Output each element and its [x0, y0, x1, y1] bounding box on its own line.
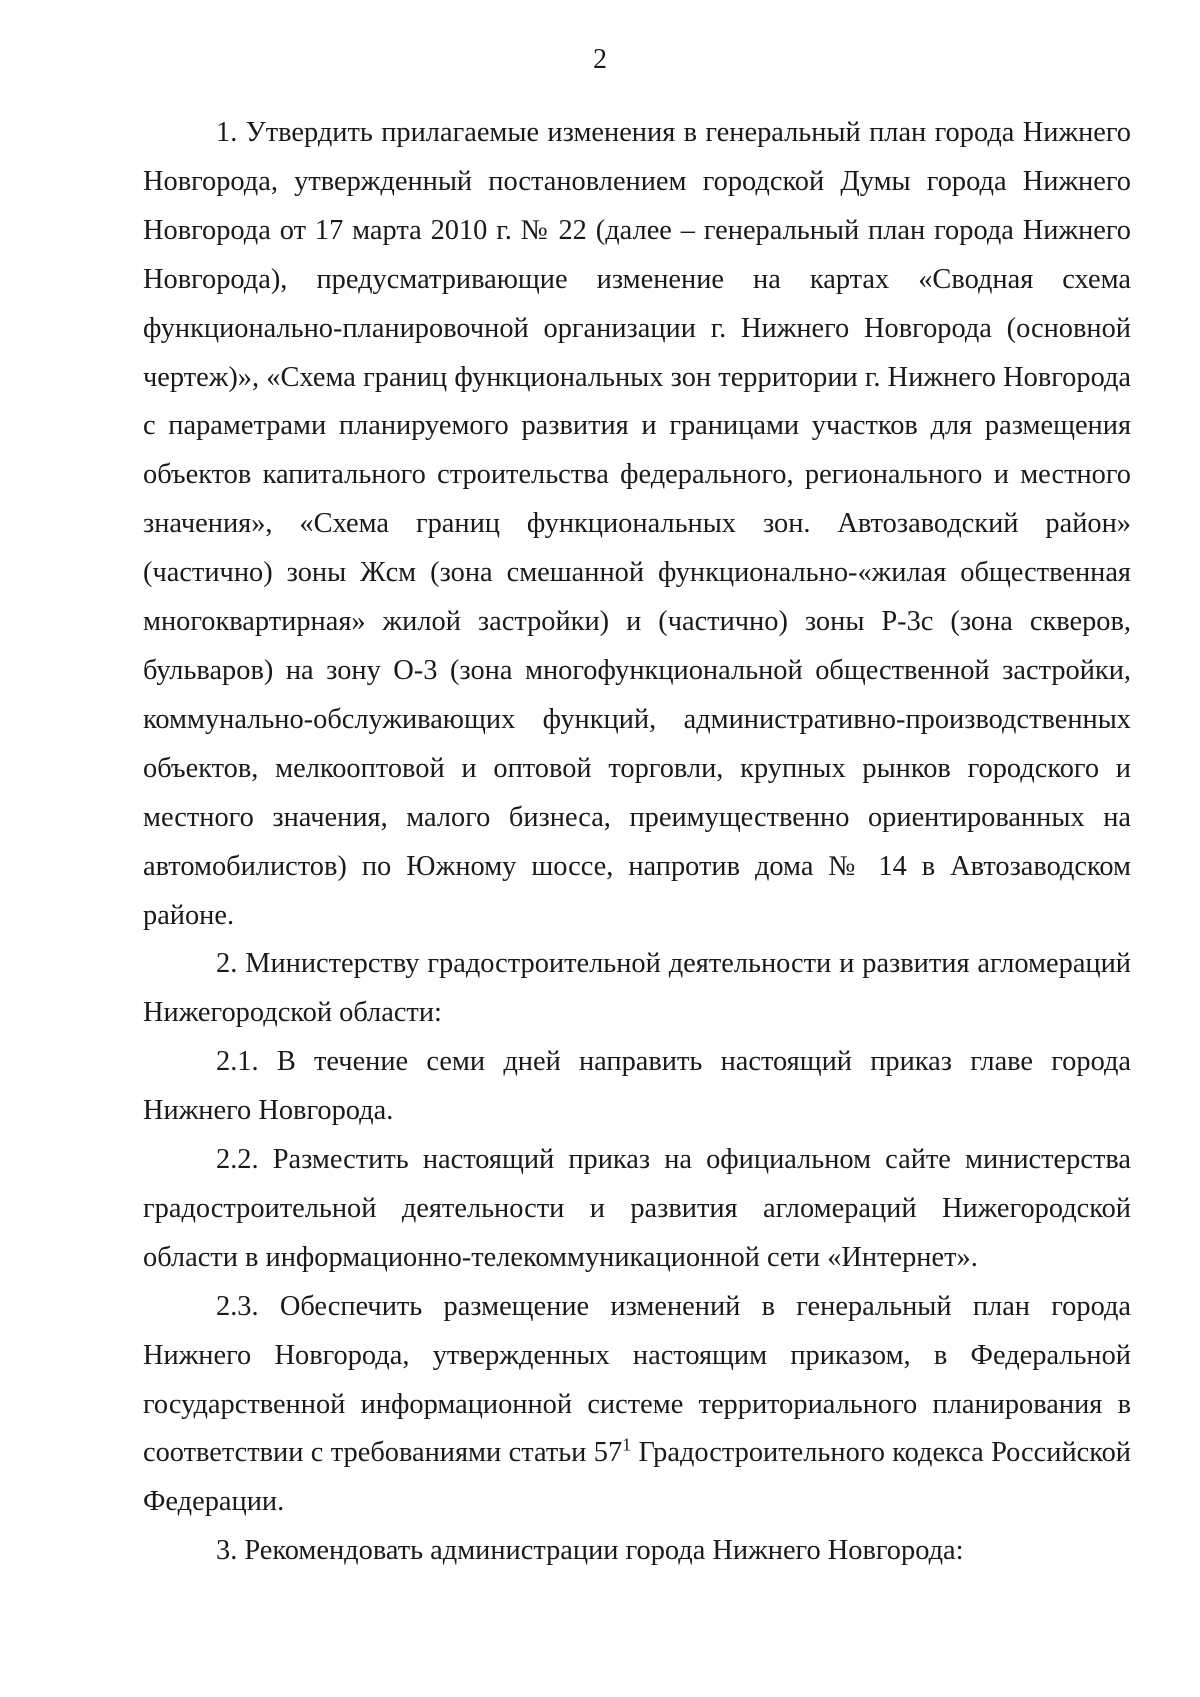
paragraph-2-3 [143, 1283, 1131, 1528]
document-body [143, 109, 1131, 1576]
paragraph-2-3-text: 2.3. Обеспечить размещение изменений в генеральный план города Нижнего Новгорода, утвержденных настоящим приказом, в Федеральной государственной информационной системе территориального планирования в соответствии с требованиями статьи 57 [143, 1290, 1131, 1469]
paragraph-3: 3. Рекомендовать администрации города Нижнего Новгорода: [216, 1535, 964, 1567]
superscript-article-number: 1 [622, 1435, 632, 1455]
page-number: 2 [593, 44, 607, 75]
paragraph-2-1: 2.1. В течение семи дней направить настоящий приказ главе города Нижнего Новгорода. [143, 1046, 1131, 1127]
paragraph-1: 1. Утвердить прилагаемые изменения в генеральный план города Нижнего Новгорода, утвержденный постановлением городской Думы города Нижнего Новгорода от 17 марта 2010 г. № 22 (далее – генеральный план города Нижнего Новгорода), предусматривающие изменение на картах «Сводная схема функционально-планировочной организации г. Нижнего Новгорода (основной чертеж)», «Схема границ функциональных зон территории г. Нижнего Новгорода с параметрами планируемого развития и границами участков для размещения объектов капитального строительства федерального, регионального и местного значения», «Схема границ функциональных зон. Автозаводский район» (частично) зоны Жсм (зона смешанной функционально-«жилая общественная многоквартирная» жилой застройки) и (частично) зоны Р-3с (зона скверов, бульваров) на зону О-3 (зона многофункциональной общественной застройки, коммунально-обслуживающих функций, административно-производственных объектов, мелкооптовой и оптовой торговли, крупных рынков городского и местного значения, малого бизнеса, преимущественно ориентированных на автомобилистов) по Южному шоссе, напротив дома № 14 в Автозаводском районе. [143, 117, 1131, 931]
paragraph-2-2: 2.2. Разместить настоящий приказ на официальном сайте министерства градостроительной деятельности и развития агломераций Нижегородской области в информационно-телекоммуникационной сети «Интернет». [143, 1144, 1131, 1273]
paragraph-2: 2. Министерству градостроительной деятельности и развития агломераций Нижегородской области: [143, 948, 1131, 1029]
paragraph-2-3-text-end: Градостроительного кодекса Российской Федерации. [143, 1437, 1131, 1518]
